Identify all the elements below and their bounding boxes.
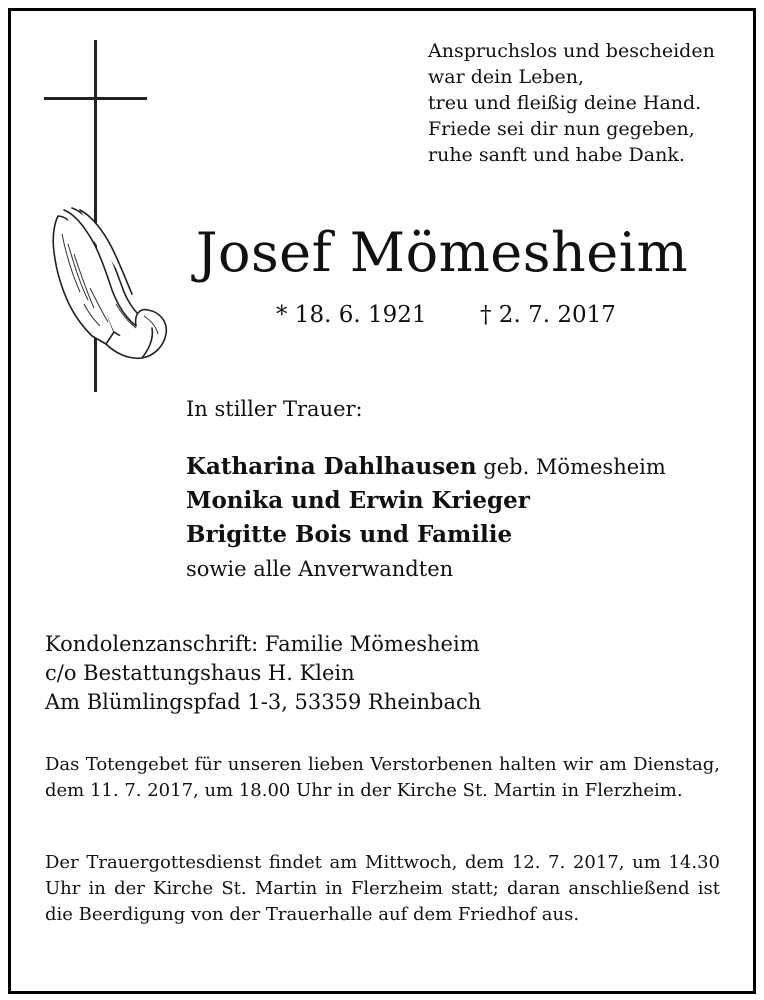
mourning-intro: In stiller Trauer:	[186, 397, 363, 421]
address-line: c/o Bestattungshaus H. Klein	[45, 661, 355, 685]
address-line: Am Blümlingspfad 1-3, 53359 Rheinbach	[45, 690, 482, 714]
mourner-name: Katharina Dahlhausen	[186, 453, 477, 480]
mourner-name: Monika und Erwin Krieger	[186, 487, 530, 514]
poem-line: Friede sei dir nun gegeben,	[428, 118, 695, 140]
poem-line: war dein Leben,	[428, 66, 585, 88]
mourners-list	[186, 450, 666, 586]
poem-line: Anspruchslos und bescheiden	[428, 40, 715, 62]
poem	[428, 38, 715, 168]
service-paragraph: Der Trauergottesdienst findet am Mittwoch, dem 12. 7. 2017, um 14.30 Uhr in der Kirche St. Martin in Flerzheim statt; daran anschließend ist die Beerdigung von der Trauerhalle auf dem Friedhof aus.	[45, 852, 720, 925]
death-date: † 2. 7. 2017	[480, 302, 616, 328]
prayer-paragraph: Das Totengebet für unseren lieben Verstorbenen halten wir am Dienstag, dem 11. 7. 2017, um 18.00 Uhr in der Kirche St. Martin in Flerzheim.	[45, 754, 720, 801]
poem-line: treu und fleißig deine Hand.	[428, 92, 702, 114]
poem-line: ruhe sanft und habe Dank.	[428, 144, 685, 166]
condolence-address	[45, 630, 481, 717]
mourner-name: Brigitte Bois und Familie	[186, 521, 513, 548]
mourner-suffix: geb. Mömesheim	[476, 455, 666, 479]
birth-date: * 18. 6. 1921	[276, 302, 427, 328]
address-line: Kondolenzanschrift: Familie Mömesheim	[45, 632, 480, 656]
mourner-row	[186, 450, 666, 484]
deceased-name: Josef Mömesheim	[195, 221, 689, 284]
mourner-row	[186, 518, 666, 552]
mourner-row	[186, 484, 666, 518]
mourners-others: sowie alle Anverwandten	[186, 557, 454, 581]
